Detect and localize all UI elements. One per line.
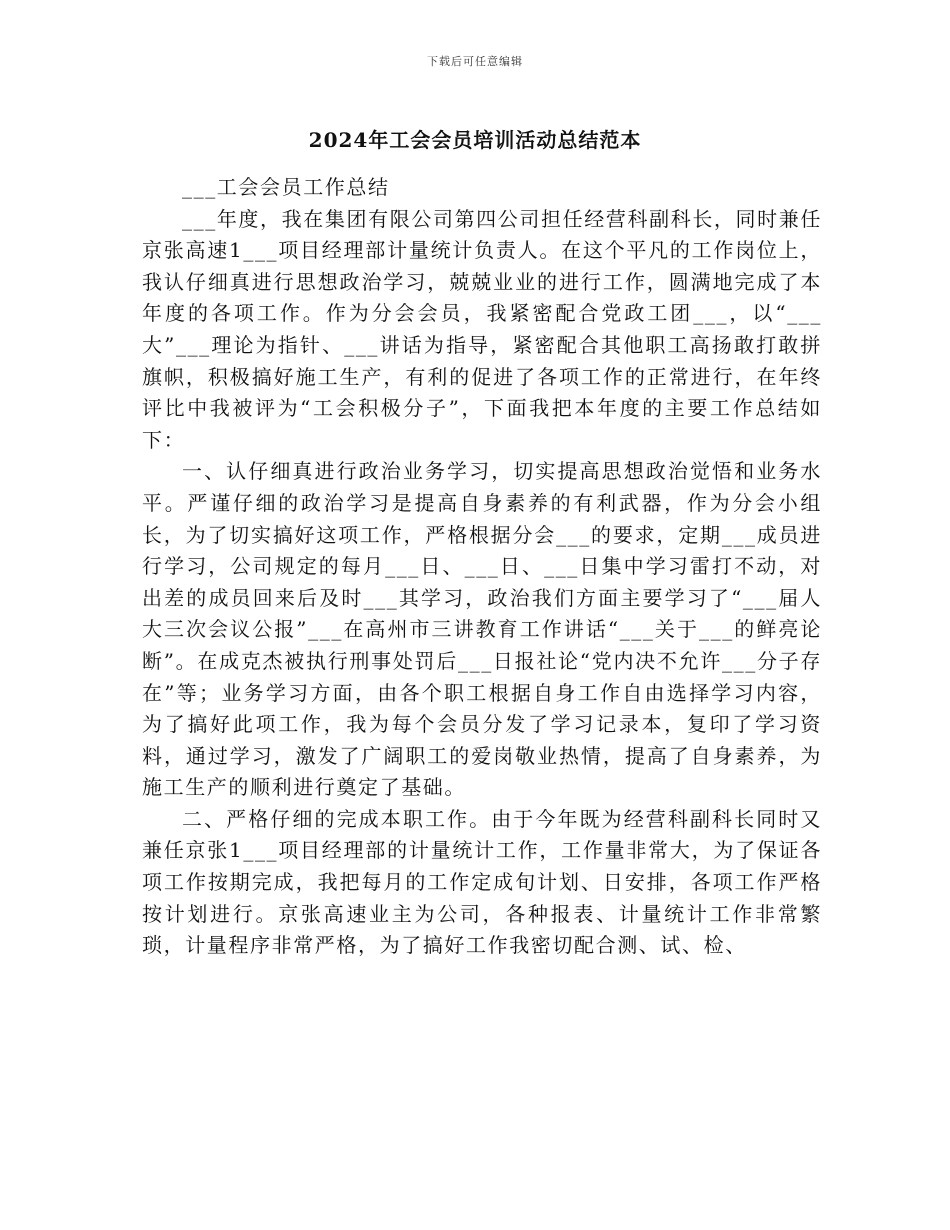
paragraph-intro: ___年度，我在集团有限公司第四公司担任经营科副科长，同时兼任京张高速1___项目经理部计量统计负责人。在这个平凡的工作岗位上，我认仔细真进行思想政治学习，兢兢业业的进行工作，圆满地完成了本年度的各项工作。作为分会会员，我紧密配合党政工团___，以“___大”___理论为指针、___讲话为指导，紧密配合其他职工高扬敢打敢拼旗帜，积极搞好施工生产，有利的促进了各项工作的正常进行，在年终评比中我被评为“工会积极分子”，下面我把本年度的主要工作总结如下：: [142, 206, 822, 452]
paragraph-section-one: 一、认仔细真进行政治业务学习，切实提高思想政治觉悟和业务水平。严谨仔细的政治学习是提高自身素养的有利武器，作为分会小组长，为了切实搞好这项工作，严格根据分会___的要求，定期___成员进行学习，公司规定的每月___日、___日、___日集中学习雷打不动，对出差的成员回来后及时___其学习，政治我们方面主要学习了“___届人大三次会议公报”___在高州市三讲教育工作讲话“___关于___的鲜亮论断”。在成克杰被执行刑事处罚后___日报社论“党内决不允许___分子存在”等；业务学习方面，由各个职工根据自身工作自由选择学习内容，为了搞好此项工作，我为每个会员分发了学习记录本，复印了学习资料，通过学习，激发了广阔职工的爱岗敬业热情，提高了自身素养，为施工生产的顺利进行奠定了基础。: [142, 459, 822, 800]
paragraph-heading: ___工会会员工作总结: [182, 175, 390, 199]
header-note: 下载后可任意编辑: [427, 55, 523, 68]
page-title: 2024年工会会员培训活动总结范本: [308, 128, 642, 152]
paragraph-section-two: 二、严格仔细的完成本职工作。由于今年既为经营科副科长同时又兼任京张1___项目经理部的计量统计工作，工作量非常大，为了保证各项工作按期完成，我把每月的工作定成旬计划、日安排，各项工作严格按计划进行。京张高速业主为公司，各种报表、计量统计工作非常繁琐，计量程序非常严格，为了搞好工作我密切配合测、试、检、: [142, 806, 822, 958]
document-body: [142, 172, 822, 962]
